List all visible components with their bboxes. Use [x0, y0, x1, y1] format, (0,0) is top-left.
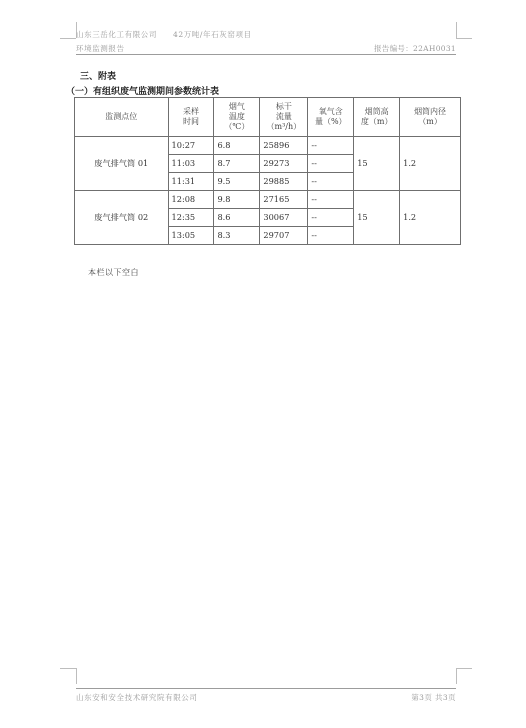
oxygen-cell: --: [308, 191, 354, 209]
table-row: [75, 137, 461, 155]
oxygen-cell: --: [308, 137, 354, 155]
stack-diameter-cell: 1.2: [400, 191, 461, 245]
crop-mark: [60, 38, 76, 39]
blank-below-note: 本栏以下空白: [88, 268, 139, 277]
temperature-cell: 8.6: [214, 209, 260, 227]
stack-height-cell: 15: [354, 191, 400, 245]
header-company-project: [76, 29, 252, 40]
section-title: 三、附表: [80, 72, 117, 82]
temperature-cell: 9.5: [214, 173, 260, 191]
time-cell: 10:27: [168, 137, 214, 155]
oxygen-cell: --: [308, 155, 354, 173]
crop-mark: [76, 668, 77, 684]
header-company: 山东三岳化工有限公司: [76, 30, 157, 39]
stack-diameter-cell: 1.2: [400, 137, 461, 191]
header-stack-diameter: 烟筒内径 （m）: [400, 98, 461, 137]
crop-mark: [456, 38, 472, 39]
oxygen-cell: --: [308, 173, 354, 191]
location-cell: 废气排气筒 02: [75, 191, 169, 245]
table-row: [75, 191, 461, 209]
crop-mark: [456, 668, 457, 684]
header-gas-temperature: 烟气 温度 （℃）: [214, 98, 260, 137]
flow-cell: 30067: [260, 209, 308, 227]
time-cell: 11:03: [168, 155, 214, 173]
header-report-number: 报告编号：22AH0031: [374, 44, 456, 53]
footer-page-number: 第3页 共3页: [411, 693, 456, 702]
flow-cell: 29707: [260, 227, 308, 245]
time-cell: 11:31: [168, 173, 214, 191]
header-sampling-time: 采样 时间: [168, 98, 214, 137]
flow-cell: 27165: [260, 191, 308, 209]
flow-cell: 29885: [260, 173, 308, 191]
table-title: （一）有组织废气监测期间参数统计表: [66, 87, 220, 97]
temperature-cell: 6.8: [214, 137, 260, 155]
header-rule: [76, 54, 456, 55]
time-cell: 13:05: [168, 227, 214, 245]
time-cell: 12:35: [168, 209, 214, 227]
crop-mark: [456, 22, 457, 38]
temperature-cell: 8.7: [214, 155, 260, 173]
temperature-cell: 9.8: [214, 191, 260, 209]
crop-mark: [60, 668, 76, 669]
header-project: 42万吨/年石灰窑项目: [172, 30, 252, 39]
footer-rule: [76, 688, 456, 689]
header-stack-height: 烟筒高 度（m）: [354, 98, 400, 137]
time-cell: 12:08: [168, 191, 214, 209]
header-oxygen: 氧气含 量（%）: [308, 98, 354, 137]
parameter-table: [74, 97, 461, 245]
crop-mark: [456, 668, 472, 669]
footer-institute: 山东安和安全技术研究院有限公司: [76, 693, 198, 702]
oxygen-cell: --: [308, 227, 354, 245]
flow-cell: 29273: [260, 155, 308, 173]
flow-cell: 25896: [260, 137, 308, 155]
stack-height-cell: 15: [354, 137, 400, 191]
location-cell: 废气排气筒 01: [75, 137, 169, 191]
oxygen-cell: --: [308, 209, 354, 227]
header-location: 监测点位: [75, 98, 169, 137]
table-header-row: [75, 98, 461, 137]
header-doc-type: 环境监测报告: [76, 44, 125, 53]
temperature-cell: 8.3: [214, 227, 260, 245]
header-flow: 标干 流量 （m³/h）: [260, 98, 308, 137]
